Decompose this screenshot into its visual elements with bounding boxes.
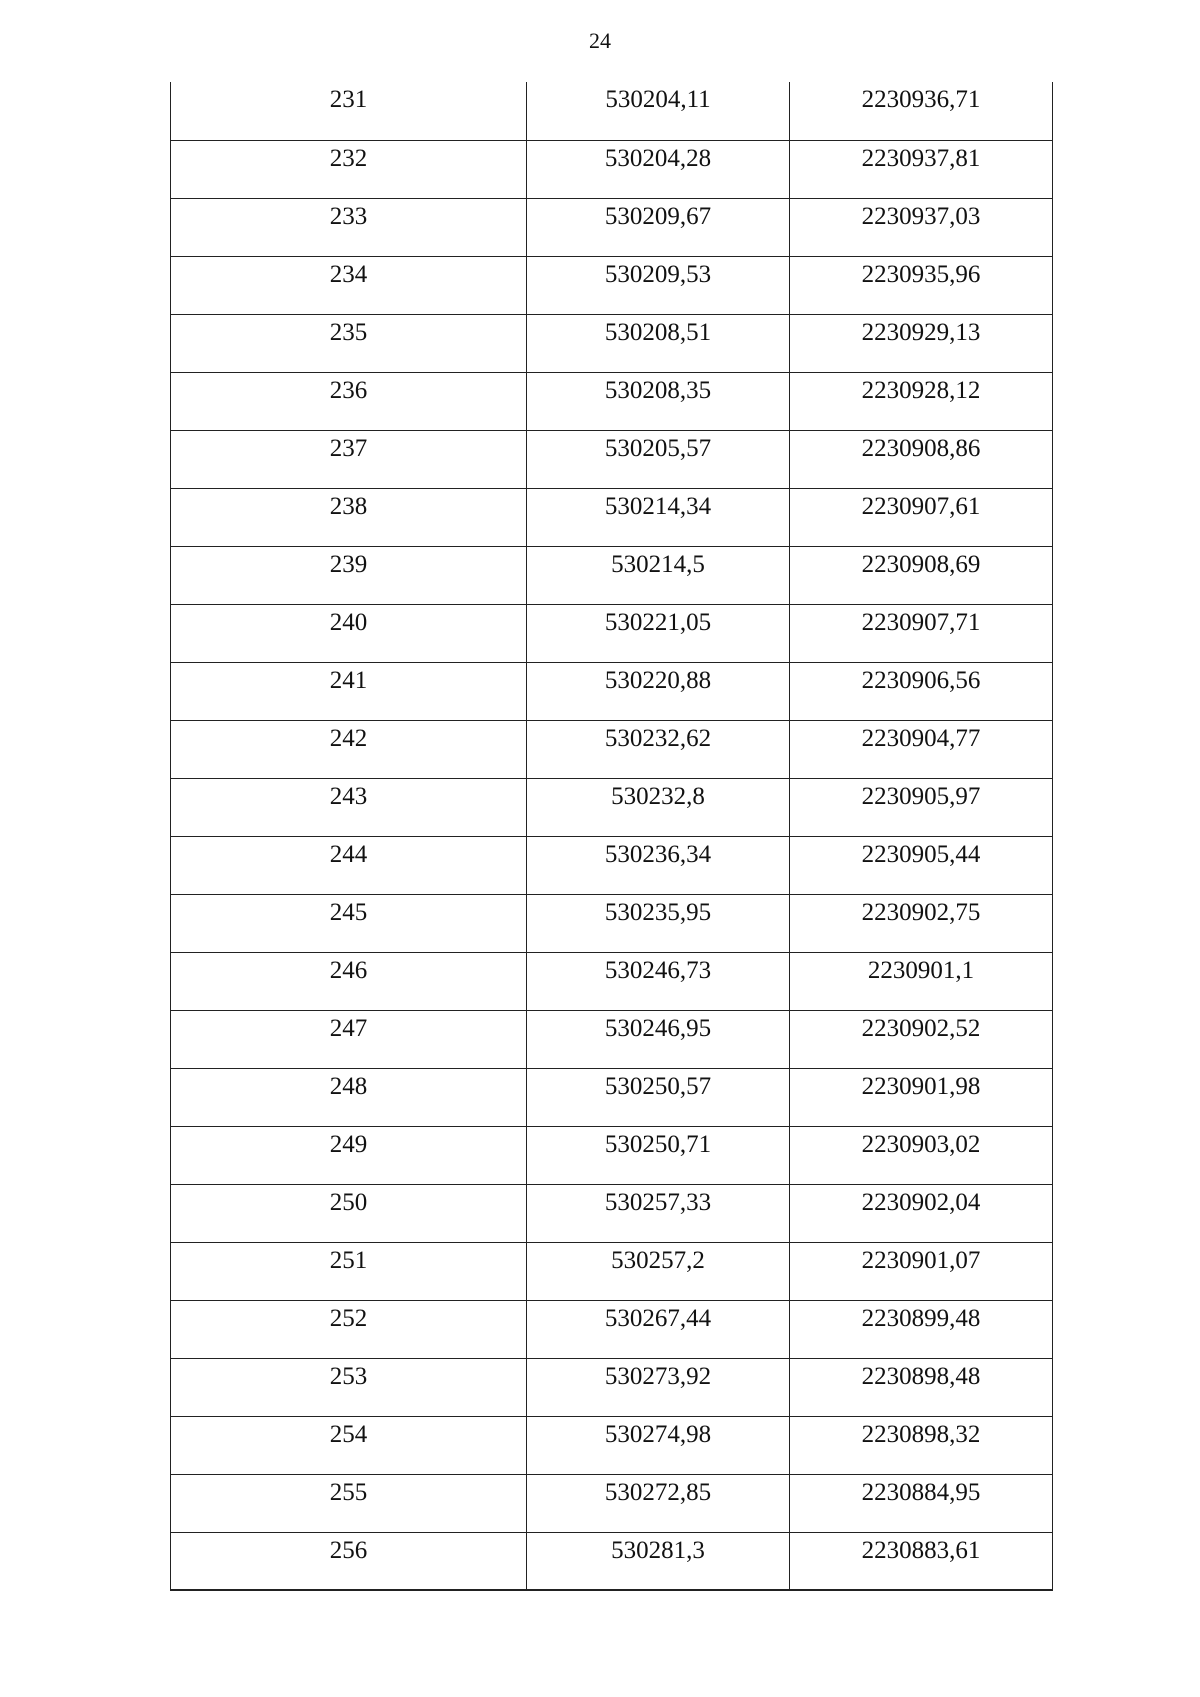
y-coordinate-cell: 2230883,61	[790, 1532, 1053, 1590]
table-row	[171, 82, 1053, 140]
table-row	[171, 1300, 1053, 1358]
x-coordinate-cell: 530267,44	[527, 1300, 790, 1358]
y-coordinate-cell: 2230936,71	[790, 82, 1053, 140]
y-coordinate-cell: 2230901,98	[790, 1068, 1053, 1126]
table-row	[171, 546, 1053, 604]
y-coordinate-cell: 2230898,32	[790, 1416, 1053, 1474]
x-coordinate-cell: 530246,73	[527, 952, 790, 1010]
page-number: 24	[589, 28, 611, 53]
table-row	[171, 1358, 1053, 1416]
table-row	[171, 1010, 1053, 1068]
x-coordinate-cell: 530221,05	[527, 604, 790, 662]
y-coordinate-cell: 2230935,96	[790, 256, 1053, 314]
y-coordinate-cell: 2230899,48	[790, 1300, 1053, 1358]
point-number-cell: 244	[171, 836, 527, 894]
x-coordinate-cell: 530220,88	[527, 662, 790, 720]
y-coordinate-cell: 2230908,69	[790, 546, 1053, 604]
y-coordinate-cell: 2230929,13	[790, 314, 1053, 372]
x-coordinate-cell: 530232,62	[527, 720, 790, 778]
y-coordinate-cell: 2230904,77	[790, 720, 1053, 778]
table-row	[171, 894, 1053, 952]
point-number-cell: 233	[171, 198, 527, 256]
table-row	[171, 1126, 1053, 1184]
y-coordinate-cell: 2230901,1	[790, 952, 1053, 1010]
x-coordinate-cell: 530236,34	[527, 836, 790, 894]
y-coordinate-cell: 2230937,03	[790, 198, 1053, 256]
point-number-cell: 254	[171, 1416, 527, 1474]
x-coordinate-cell: 530205,57	[527, 430, 790, 488]
y-coordinate-cell: 2230901,07	[790, 1242, 1053, 1300]
table-row	[171, 488, 1053, 546]
point-number-cell: 234	[171, 256, 527, 314]
x-coordinate-cell: 530214,34	[527, 488, 790, 546]
table-row	[171, 604, 1053, 662]
table-row	[171, 430, 1053, 488]
y-coordinate-cell: 2230907,71	[790, 604, 1053, 662]
point-number-cell: 237	[171, 430, 527, 488]
point-number-cell: 240	[171, 604, 527, 662]
point-number-cell: 248	[171, 1068, 527, 1126]
point-number-cell: 252	[171, 1300, 527, 1358]
x-coordinate-cell: 530232,8	[527, 778, 790, 836]
table-row	[171, 836, 1053, 894]
x-coordinate-cell: 530246,95	[527, 1010, 790, 1068]
table-row	[171, 372, 1053, 430]
point-number-cell: 246	[171, 952, 527, 1010]
table-row	[171, 314, 1053, 372]
table-row	[171, 140, 1053, 198]
table-row	[171, 256, 1053, 314]
point-number-cell: 238	[171, 488, 527, 546]
point-number-cell: 236	[171, 372, 527, 430]
table-row	[171, 1242, 1053, 1300]
table-row	[171, 1532, 1053, 1590]
x-coordinate-cell: 530257,33	[527, 1184, 790, 1242]
y-coordinate-cell: 2230907,61	[790, 488, 1053, 546]
x-coordinate-cell: 530208,51	[527, 314, 790, 372]
point-number-cell: 243	[171, 778, 527, 836]
y-coordinate-cell: 2230898,48	[790, 1358, 1053, 1416]
table-row	[171, 662, 1053, 720]
table-row	[171, 952, 1053, 1010]
y-coordinate-cell: 2230908,86	[790, 430, 1053, 488]
x-coordinate-cell: 530204,28	[527, 140, 790, 198]
x-coordinate-cell: 530209,53	[527, 256, 790, 314]
x-coordinate-cell: 530257,2	[527, 1242, 790, 1300]
point-number-cell: 253	[171, 1358, 527, 1416]
x-coordinate-cell: 530250,71	[527, 1126, 790, 1184]
table-row	[171, 1068, 1053, 1126]
coordinates-table	[170, 82, 1053, 1591]
table-row	[171, 720, 1053, 778]
point-number-cell: 239	[171, 546, 527, 604]
y-coordinate-cell: 2230905,44	[790, 836, 1053, 894]
x-coordinate-cell: 530250,57	[527, 1068, 790, 1126]
x-coordinate-cell: 530273,92	[527, 1358, 790, 1416]
point-number-cell: 245	[171, 894, 527, 952]
point-number-cell: 249	[171, 1126, 527, 1184]
x-coordinate-cell: 530272,85	[527, 1474, 790, 1532]
y-coordinate-cell: 2230902,75	[790, 894, 1053, 952]
y-coordinate-cell: 2230905,97	[790, 778, 1053, 836]
x-coordinate-cell: 530281,3	[527, 1532, 790, 1590]
y-coordinate-cell: 2230902,04	[790, 1184, 1053, 1242]
y-coordinate-cell: 2230884,95	[790, 1474, 1053, 1532]
point-number-cell: 247	[171, 1010, 527, 1068]
x-coordinate-cell: 530209,67	[527, 198, 790, 256]
table-row	[171, 1474, 1053, 1532]
y-coordinate-cell: 2230902,52	[790, 1010, 1053, 1068]
x-coordinate-cell: 530208,35	[527, 372, 790, 430]
y-coordinate-cell: 2230937,81	[790, 140, 1053, 198]
x-coordinate-cell: 530214,5	[527, 546, 790, 604]
coordinates-table-body	[171, 82, 1053, 1590]
point-number-cell: 242	[171, 720, 527, 778]
table-row	[171, 198, 1053, 256]
x-coordinate-cell: 530235,95	[527, 894, 790, 952]
table-row	[171, 1184, 1053, 1242]
y-coordinate-cell: 2230928,12	[790, 372, 1053, 430]
point-number-cell: 255	[171, 1474, 527, 1532]
point-number-cell: 250	[171, 1184, 527, 1242]
x-coordinate-cell: 530204,11	[527, 82, 790, 140]
point-number-cell: 231	[171, 82, 527, 140]
point-number-cell: 256	[171, 1532, 527, 1590]
point-number-cell: 235	[171, 314, 527, 372]
table-row	[171, 1416, 1053, 1474]
point-number-cell: 241	[171, 662, 527, 720]
table-row	[171, 778, 1053, 836]
point-number-cell: 251	[171, 1242, 527, 1300]
x-coordinate-cell: 530274,98	[527, 1416, 790, 1474]
y-coordinate-cell: 2230906,56	[790, 662, 1053, 720]
point-number-cell: 232	[171, 140, 527, 198]
y-coordinate-cell: 2230903,02	[790, 1126, 1053, 1184]
